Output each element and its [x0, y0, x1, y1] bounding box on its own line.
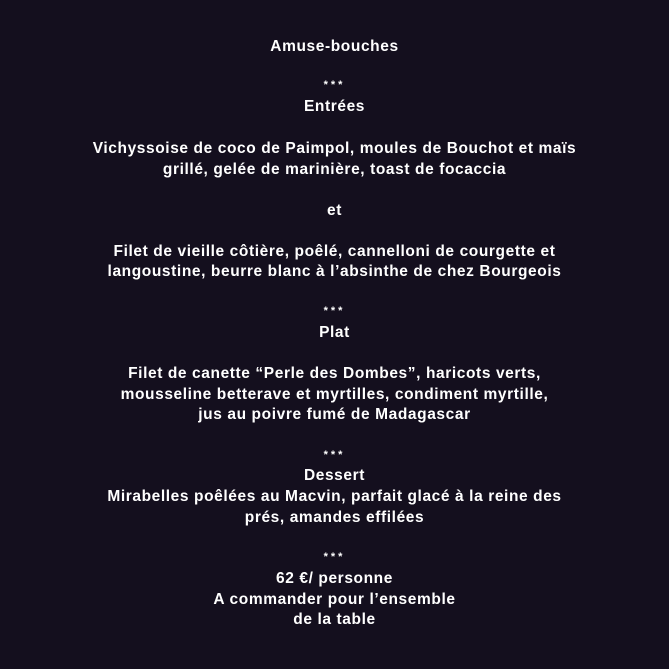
separator: *** — [323, 79, 346, 91]
plat-heading: Plat — [319, 324, 350, 341]
separator: *** — [323, 305, 346, 317]
separator: *** — [323, 551, 346, 563]
price: 62 €/ personne — [276, 570, 393, 587]
dessert-heading: Dessert — [303, 467, 366, 484]
entrees-heading: Entrées — [303, 98, 366, 115]
plat-line-3: jus au poivre fumé de Madagascar — [198, 406, 471, 423]
entree-2-line-2: langoustine, beurre blanc à l’absinthe de chez Bourgeois — [107, 263, 562, 280]
order-note-line-1: A commander pour l’ensemble — [213, 591, 456, 608]
separator: *** — [323, 449, 346, 461]
plat-line-1: Filet de canette “Perle des Dombes”, haricots verts, — [128, 365, 541, 382]
entree-2-line-1: Filet de vieille côtière, poêlé, cannelloni de courgette et — [113, 243, 556, 260]
amuse-bouches-heading: Amuse-bouches — [270, 38, 399, 55]
and-connector: et — [327, 202, 342, 219]
entree-1-line-2: grillé, gelée de marinière, toast de focaccia — [162, 161, 507, 178]
dessert-line-1: Mirabelles poêlées au Macvin, parfait glacé à la reine des — [107, 488, 562, 505]
dessert-line-2: prés, amandes effilées — [244, 509, 425, 526]
plat-line-2: mousseline betterave et myrtilles, condiment myrtille, — [120, 386, 549, 403]
entree-1-line-1: Vichyssoise de coco de Paimpol, moules de Bouchot et maïs — [92, 140, 577, 157]
order-note-line-2: de la table — [293, 611, 376, 628]
